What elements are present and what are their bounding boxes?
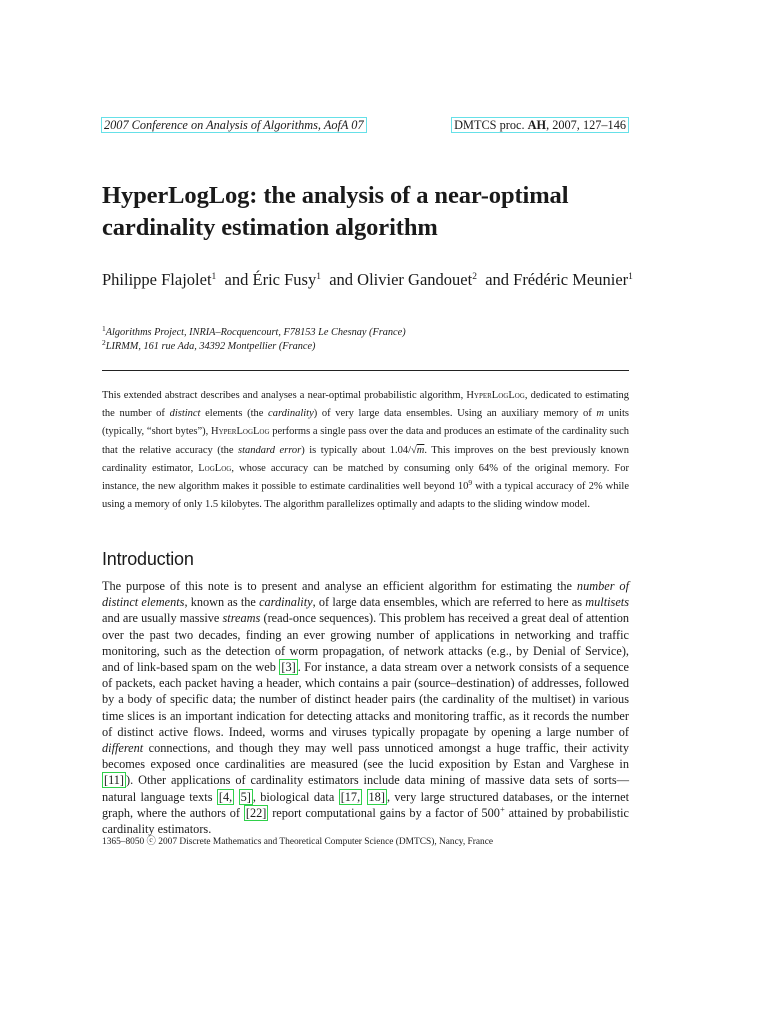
citation-link[interactable]: [17,: [340, 789, 361, 804]
emphasis: number of distinct elements: [102, 579, 629, 610]
intro-paragraph: [102, 578, 629, 837]
copyright-icon: ⓒ: [146, 837, 156, 847]
citation-link[interactable]: [11]: [104, 773, 125, 788]
issn: 1365–8050: [102, 837, 145, 847]
title-divider: [102, 370, 629, 371]
proceedings-volume: AH: [527, 118, 547, 132]
math-symbol: m: [596, 408, 604, 420]
citation-link[interactable]: 5]: [240, 789, 251, 804]
author-name: Olivier Gandouet: [357, 270, 473, 289]
body-text: and are usually massive: [102, 611, 223, 626]
citation-link[interactable]: [4,: [218, 789, 233, 804]
author-name: Philippe Flajolet: [102, 270, 212, 289]
emphasis: different: [102, 741, 144, 756]
author-separator: and: [224, 270, 249, 289]
copyright-text: 2007 Discrete Mathematics and Theoretical Computer Science (DMTCS), Nancy, France: [158, 837, 494, 847]
algorithm-name: HyperLogLog: [466, 390, 525, 401]
body-text: report computational gains by a factor of 500: [268, 805, 500, 820]
proceedings-pages: , 2007, 127–146: [546, 118, 626, 132]
conference-link[interactable]: 2007 Conference on Analysis of Algorithms, AofA 07: [101, 117, 367, 133]
proceedings-prefix: DMTCS proc.: [454, 118, 528, 132]
author-name: Frédéric Meunier: [513, 270, 629, 289]
author-affil-mark: 1: [316, 272, 321, 282]
affiliation-mark: 2: [102, 338, 106, 347]
affiliation-line: [102, 326, 406, 340]
exponent: 9: [468, 478, 473, 488]
affiliation-text: Algorithms Project, INRIA–Rocquencourt, F78153 Le Chesnay (France): [105, 327, 406, 338]
algorithm-name: HyperLogLog: [211, 426, 270, 438]
author-affil-mark: 1: [211, 272, 217, 282]
abstract-text: , dedicated to estimating the number of: [102, 390, 630, 420]
citation-link[interactable]: [3]: [281, 660, 296, 675]
abstract-text: units (typically, “short bytes”),: [102, 408, 629, 438]
superscript: +: [499, 803, 505, 814]
abstract-text: . This improves on the best previously known cardinality estimator,: [102, 444, 629, 474]
copyright-footer: [102, 836, 493, 848]
proceedings-link[interactable]: [451, 117, 629, 133]
affiliation-line: [102, 340, 406, 354]
algorithm-name: LogLog: [198, 462, 232, 474]
emphasis: distinct: [169, 408, 201, 420]
body-text: ). Other applications of cardinality estimators include data mining of massive data sets of sorts—natural language texts: [102, 773, 629, 804]
abstract-text: ) is typically about 1.04/√: [301, 444, 417, 456]
author-separator: and: [485, 270, 510, 289]
body-text: , very large structured databases, or the internet graph, where the authors of: [102, 789, 629, 820]
body-text: connections, and though they may well pass unnoticed amongst a huge traffic, their activity becomes exposed once cardinalities are measured (see the lucid exposition by Estan and Varghese in: [102, 741, 629, 772]
math-symbol: m: [416, 444, 425, 456]
citation-link[interactable]: 18]: [368, 789, 385, 804]
abstract-text: ) of very large data ensembles. Using an auxiliary memory of: [313, 408, 597, 420]
affiliation-text: LIRMM, 161 rue Ada, 34392 Montpellier (France): [105, 341, 316, 352]
abstract-text: elements (the: [200, 408, 269, 420]
abstract: [102, 387, 629, 514]
body-text: attained by probabilistic cardinality estimators.: [102, 805, 629, 837]
affiliations: [102, 326, 406, 354]
emphasis: cardinality: [259, 595, 313, 610]
affiliation-mark: 1: [102, 324, 106, 333]
citation-link[interactable]: [22]: [245, 805, 267, 820]
abstract-text: with a typical accuracy of 2% while using a memory of only 1.5 kilobytes. The algorithm parallelizes optimally and adapts to the sliding window model.: [102, 481, 629, 511]
author-affil-mark: 1: [628, 272, 633, 282]
author-name: Éric Fusy: [252, 270, 317, 289]
emphasis: standard error: [238, 444, 302, 456]
abstract-text: , whose accuracy can be matched by consuming only 64% of the original memory. For instance, the new algorithm makes it possible to estimate cardinalities well beyond 10: [102, 462, 629, 493]
emphasis: multisets: [585, 595, 629, 610]
author-separator: and: [329, 270, 354, 289]
author-list: [102, 268, 662, 292]
body-text: , of large data ensembles, which are referred to here as: [312, 595, 586, 610]
body-text: (read-once sequences). This problem has received a great deal of attention over the past two decades, finding an ever growing number of applications in networking and traffic monitoring, such as the detection of worm propagation, of network attacks (e.g., by Denial of Service), and of link-based spam on the web: [102, 611, 629, 675]
author-affil-mark: 2: [472, 272, 477, 282]
emphasis: streams: [222, 611, 261, 626]
body-text: , known as the: [184, 595, 260, 610]
body-text: . For instance, a data stream over a network consists of a sequence of packets, each packet having a header, which contains a pair (source–destination) of addresses, followed by a body of specific data; the number of distinct header pairs (the cardinality of the multiset) in various time slices is an important indication for detecting attacks and monitoring traffic, as it records the number of distinct active flows. Indeed, worms and viruses typically propagate by opening a large number of: [102, 660, 629, 739]
body-text: , biological data: [252, 789, 339, 804]
emphasis: cardinality: [268, 408, 314, 420]
abstract-text: This extended abstract describes and analyses a near-optimal probabilistic algorithm,: [102, 390, 467, 401]
paper-title: HyperLogLog: the analysis of a near-optimal cardinality estimation algorithm: [102, 182, 569, 241]
body-text: The purpose of this note is to present and analyse an efficient algorithm for estimating the: [102, 579, 577, 593]
section-heading: Introduction: [102, 549, 194, 569]
abstract-text: performs a single pass over the data and produces an estimate of the cardinality such that the relative accuracy (the: [102, 426, 629, 456]
